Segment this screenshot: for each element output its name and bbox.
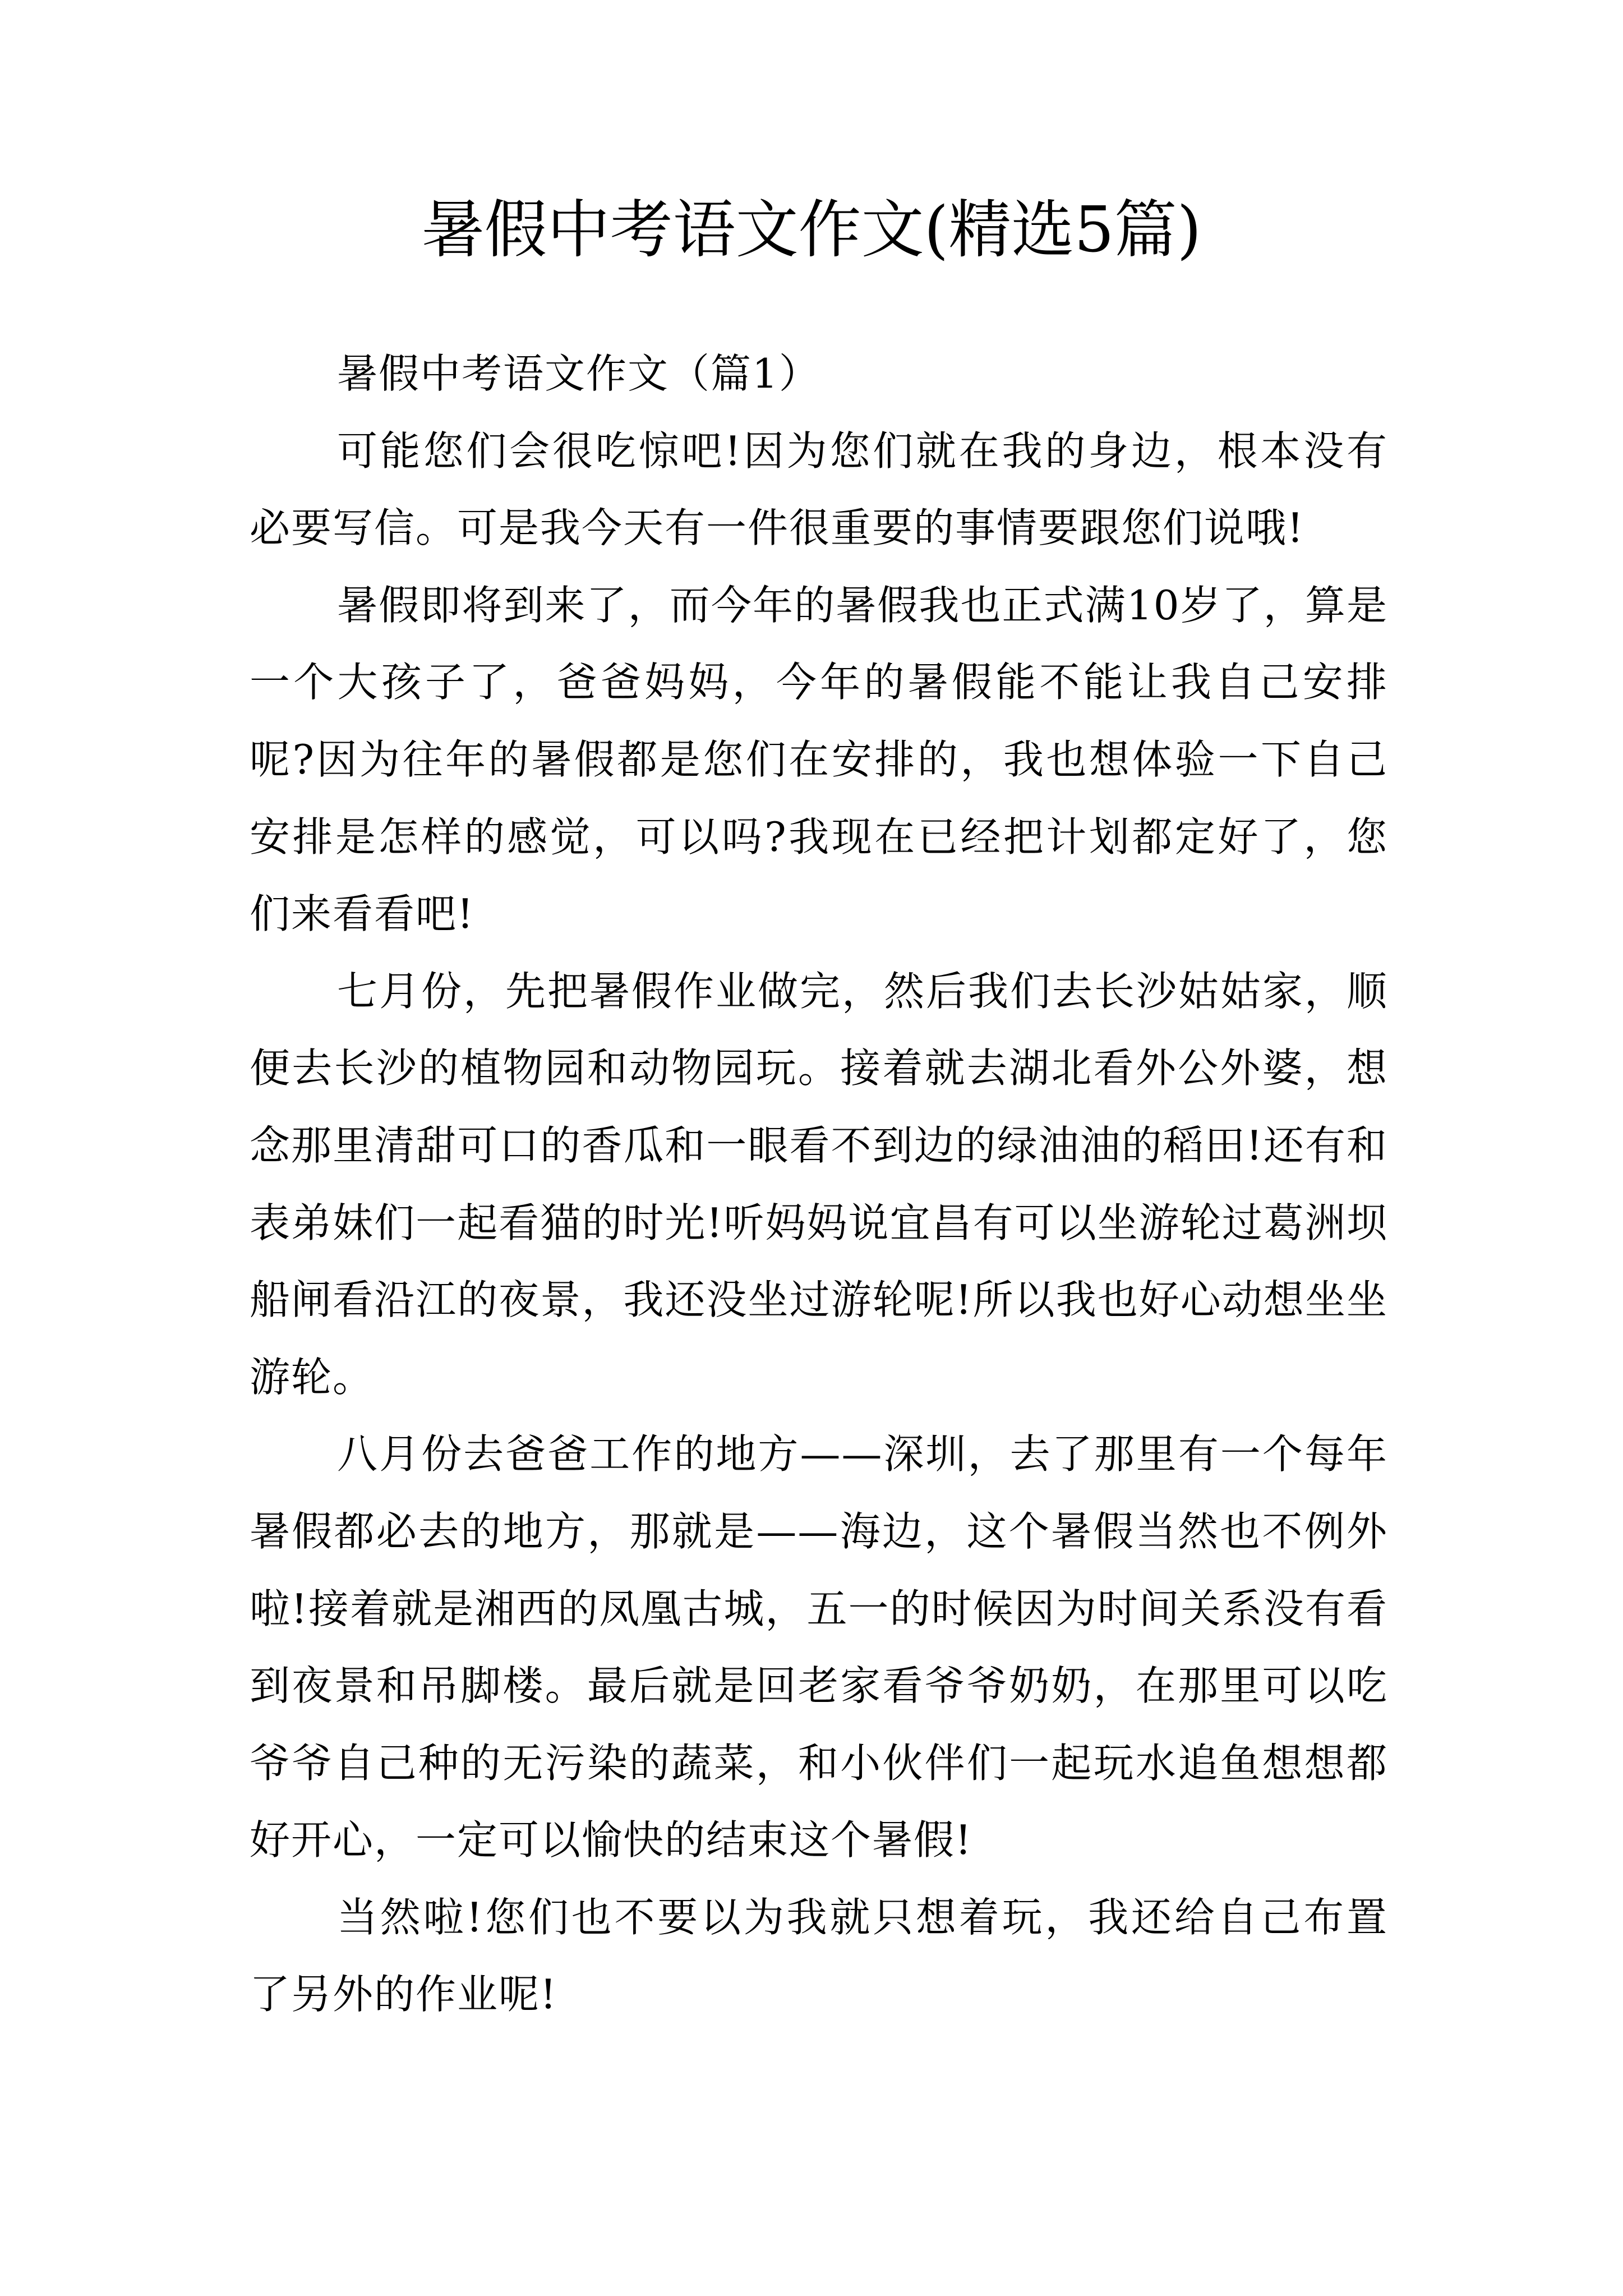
paragraph-4: 八月份去爸爸工作的地方——深圳，去了那里有一个每年暑假都必去的地方，那就是——海边，这个暑假当然也不例外啦!接着就是湘西的凤凰古城，五一的时候因为时间关系没有看到夜景和吊脚楼。最后就是回老家看爷爷奶奶，在那里可以吃爷爷自己种的无污染的蔬菜，和小伙伴们一起玩水追鱼想想都好开心，一定可以愉快的结束这个暑假! bbox=[250, 1430, 1388, 1864]
section-heading: 暑假中考语文作文（篇1） bbox=[337, 350, 820, 397]
paragraph-1: 可能您们会很吃惊吧!因为您们就在我的身边，根本没有必要写信。可是我今天有一件很重要的事情要跟您们说哦! bbox=[250, 427, 1388, 552]
paragraph-5: 当然啦!您们也不要以为我就只想着玩，我还给自己布置了另外的作业呢! bbox=[250, 1893, 1388, 2018]
paragraph-3: 七月份，先把暑假作业做完，然后我们去长沙姑姑家，顺便去长沙的植物园和动物园玩。接着就去湖北看外公外婆，想念那里清甜可口的香瓜和一眼看不到边的绿油油的稻田!还有和表弟妹们一起看猫的时光!听妈妈说宜昌有可以坐游轮过葛洲坝船闸看沿江的夜景，我还没坐过游轮呢!所以我也好心动想坐坐游轮。 bbox=[250, 967, 1388, 1401]
document-title: 暑假中考语文作文(精选5篇) bbox=[421, 194, 1202, 266]
document-body bbox=[250, 335, 1388, 2033]
paragraph-2: 暑假即将到来了，而今年的暑假我也正式满10岁了，算是一个大孩子了，爸爸妈妈，今年的暑假能不能让我自己安排呢?因为往年的暑假都是您们在安排的，我也想体验一下自己安排是怎样的感觉，可以吗?我现在已经把计划都定好了，您们来看看吧! bbox=[250, 581, 1388, 938]
